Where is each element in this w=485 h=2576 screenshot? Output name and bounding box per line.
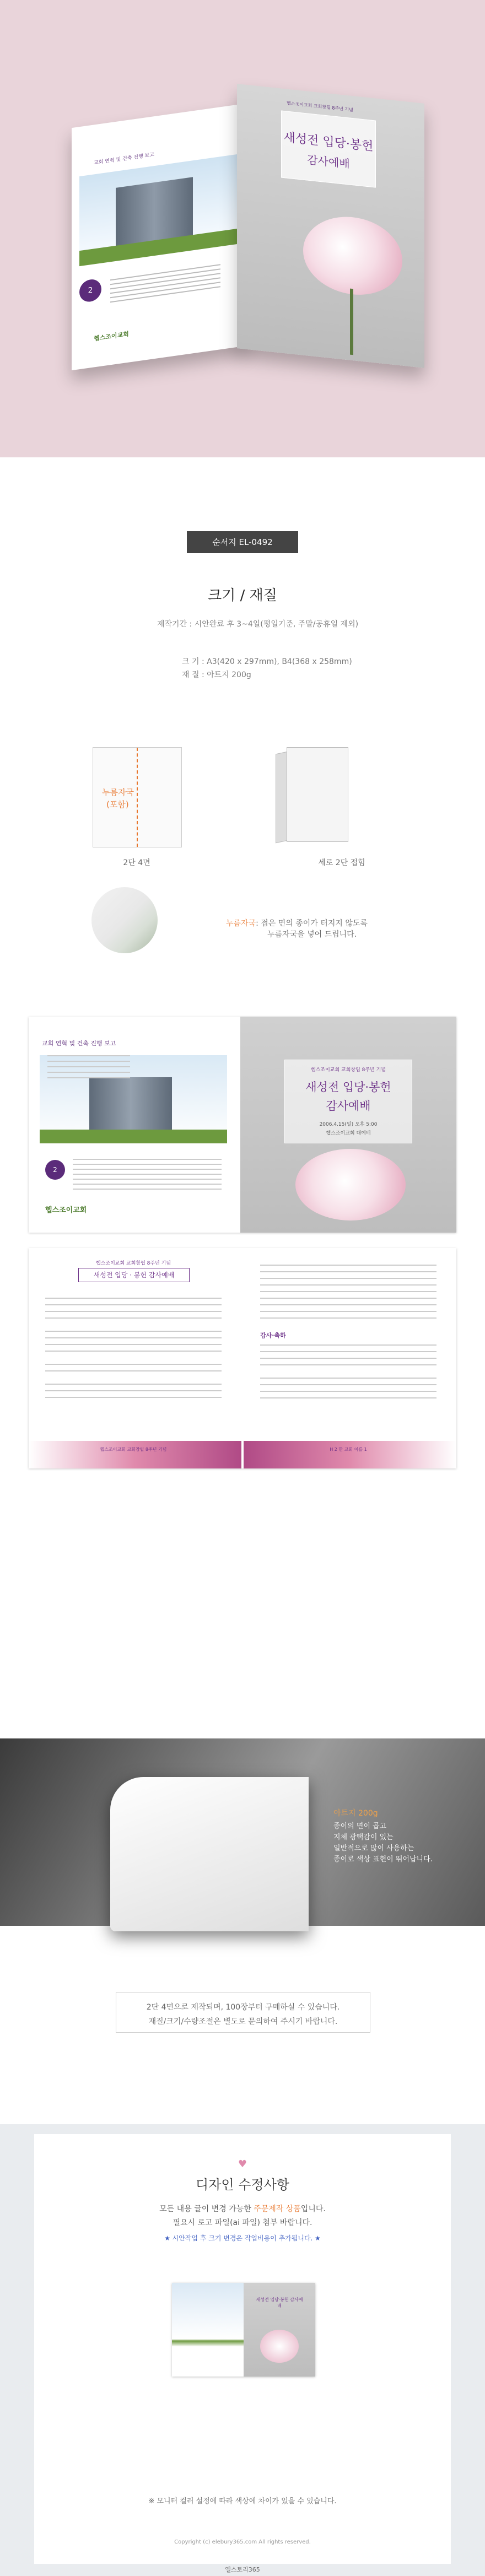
revision-line2: 필요시 로고 파일(ai 파일) 첨부 바랍니다. (173, 2218, 312, 2227)
layout1-church-logo: 헵스조이교회 (45, 1206, 87, 1214)
paper-sheet-image (110, 1777, 309, 1931)
title-box (281, 111, 376, 188)
layout2-footer-right: H 2 한 교회 이를 1 (330, 1447, 367, 1452)
brochure-left-panel (72, 104, 245, 370)
brochure-right-panel (237, 84, 424, 368)
order-note-line2: 재질/크기/수량조절은 별도로 문의하여 주시기 바랍니다. (148, 2017, 338, 2026)
layout1-badge: 2 (45, 1160, 65, 1180)
order-note-box (116, 1992, 370, 2033)
cover-right-panel (240, 1017, 456, 1233)
order-note-line1: 2단 4면으로 제작되며, 100장부터 구매하실 수 있습니다. (146, 2003, 340, 2012)
crease-desc (226, 917, 368, 939)
flower-stem (350, 289, 353, 355)
left-panel-heading: 교회 연혁 및 건축 진행 보고 (94, 152, 154, 166)
text-lines (110, 264, 220, 280)
layout2-title: 새성전 입당 · 봉헌 감사예배 (78, 1268, 190, 1282)
paper-sample-section (0, 1738, 485, 1926)
revision-mini-title: 새성전 입당·봉헌 감사예배 (256, 2297, 303, 2308)
layout2-order-lines (45, 1298, 222, 1299)
paper-desc-4: 종이로 색상 표현이 뛰어납니다. (333, 1855, 433, 1864)
fold-diagram-flat (93, 747, 182, 847)
layout1-place: 헵스조이교회 대예배 (326, 1131, 371, 1136)
crease-label: 누름자국 (226, 919, 256, 928)
size-text: 크 기 : A3(420 x 297mm), B4(368 x 258mm) (182, 657, 352, 666)
revision-line1 (34, 2203, 451, 2214)
paper-desc (333, 1821, 433, 1865)
fold-caption-left: 2단 4면 (123, 858, 150, 867)
heart-icon: ♥ (238, 2158, 247, 2170)
fold-caption-right: 세로 2단 접힘 (318, 858, 365, 867)
revision-card (34, 2134, 451, 2564)
paper-desc-1: 종이의 면이 곱고 (333, 1822, 387, 1830)
title-line-2: 감사예배 (307, 153, 350, 171)
layout1-date: 2006.4.15(일) 오후 5:00 (319, 1122, 378, 1127)
monitor-note: ※ 모니터 컬러 설정에 따라 색상에 차이가 있을 수 있습니다. (148, 2497, 337, 2505)
brochure-mockup (72, 83, 424, 369)
title-line-1: 새성전 입당·봉헌 (283, 131, 374, 154)
revision-title: 디자인 수정사항 (196, 2177, 289, 2192)
fold-mark-note: (포함) (106, 800, 129, 809)
inner-left-panel (29, 1248, 241, 1468)
fold-mark-label: 누름자국 (102, 787, 134, 797)
copyright: Copyright (c) elebury365.com All rights reserved. (174, 2539, 311, 2545)
layout2-footer-left: 헵스조이교회 교회창립 8주년 기념 (100, 1447, 167, 1452)
layout1-history-lines (47, 1055, 130, 1056)
layout2-thanks-heading: 감사·축하 (260, 1332, 286, 1339)
layout1-anniv: 헵스조이교회 교회창립 8주년 기념 (310, 1067, 386, 1073)
fold-line (137, 748, 138, 847)
section-title-size: 크기 / 재질 (208, 587, 277, 604)
badge-number: 2 (88, 285, 93, 295)
paper-name: 아트지 200g (333, 1809, 378, 1818)
brand-footer: 엘스토리365 (225, 2566, 260, 2573)
product-code-badge: 순서지 EL-0492 (187, 531, 298, 553)
revision-mini-brochure (172, 2283, 315, 2377)
layout1-peony-image (295, 1149, 406, 1221)
lead-time-text: 제작기간 : 시안완료 후 3~4일(평일기준, 주말/공휴일 제외) (157, 620, 359, 629)
layout1-grass (40, 1130, 227, 1143)
layout-inner-spread (29, 1248, 456, 1468)
layout1-building (89, 1077, 172, 1132)
crease-swatch-image (91, 887, 158, 953)
layout1-text-lines (73, 1159, 222, 1160)
revision-line1-pre: 모든 내용 글이 변경 가능한 (159, 2205, 254, 2213)
layout2-anniv: 헵스조이교회 교회창립 8주년 기념 (95, 1261, 171, 1266)
layout1-title-1: 새성전 입당·봉헌 (305, 1081, 391, 1094)
layout1-title-box (284, 1060, 412, 1143)
layout1-heading: 교회 연혁 및 건축 진행 보고 (42, 1040, 116, 1047)
paper-desc-2: 지체 광택감이 있는 (333, 1833, 394, 1841)
revision-line1-post: 입니다. (300, 2205, 326, 2213)
layout1-title-2: 감사예배 (326, 1099, 371, 1113)
church-logo: 헵스조이교회 (94, 330, 129, 343)
crease-desc-1: : 접은 면의 종이가 터지지 않도록 (256, 919, 368, 928)
fold-diagram-folded (276, 747, 347, 846)
cover-left-panel (29, 1017, 240, 1233)
crease-desc-2: 누름자국을 넣어 드립니다. (267, 930, 357, 939)
layout-cover-spread (29, 1017, 456, 1233)
revision-notice: ★ 시안작업 후 크기 변경은 작업비용이 추가됩니다. ★ (164, 2234, 321, 2242)
section-badge (79, 278, 101, 304)
right-panel-caption: 헵스조이교회 교회창립 8주년 기념 (287, 100, 353, 113)
paper-desc-3: 일반적으로 많이 사용하는 (333, 1844, 414, 1853)
layout2-program-lines (260, 1265, 436, 1266)
revision-line1-em: 주문제작 상품 (254, 2205, 301, 2213)
hero-section (0, 0, 485, 457)
material-text: 재 질 : 아트지 200g (182, 671, 251, 679)
layout2-pink-footer-right (244, 1441, 456, 1468)
layout2-pink-footer-left (29, 1441, 241, 1468)
layout2-thanks-lines (260, 1344, 436, 1346)
inner-right-panel (244, 1248, 456, 1468)
peony-flower-image (303, 212, 402, 300)
revision-section (0, 2124, 485, 2576)
